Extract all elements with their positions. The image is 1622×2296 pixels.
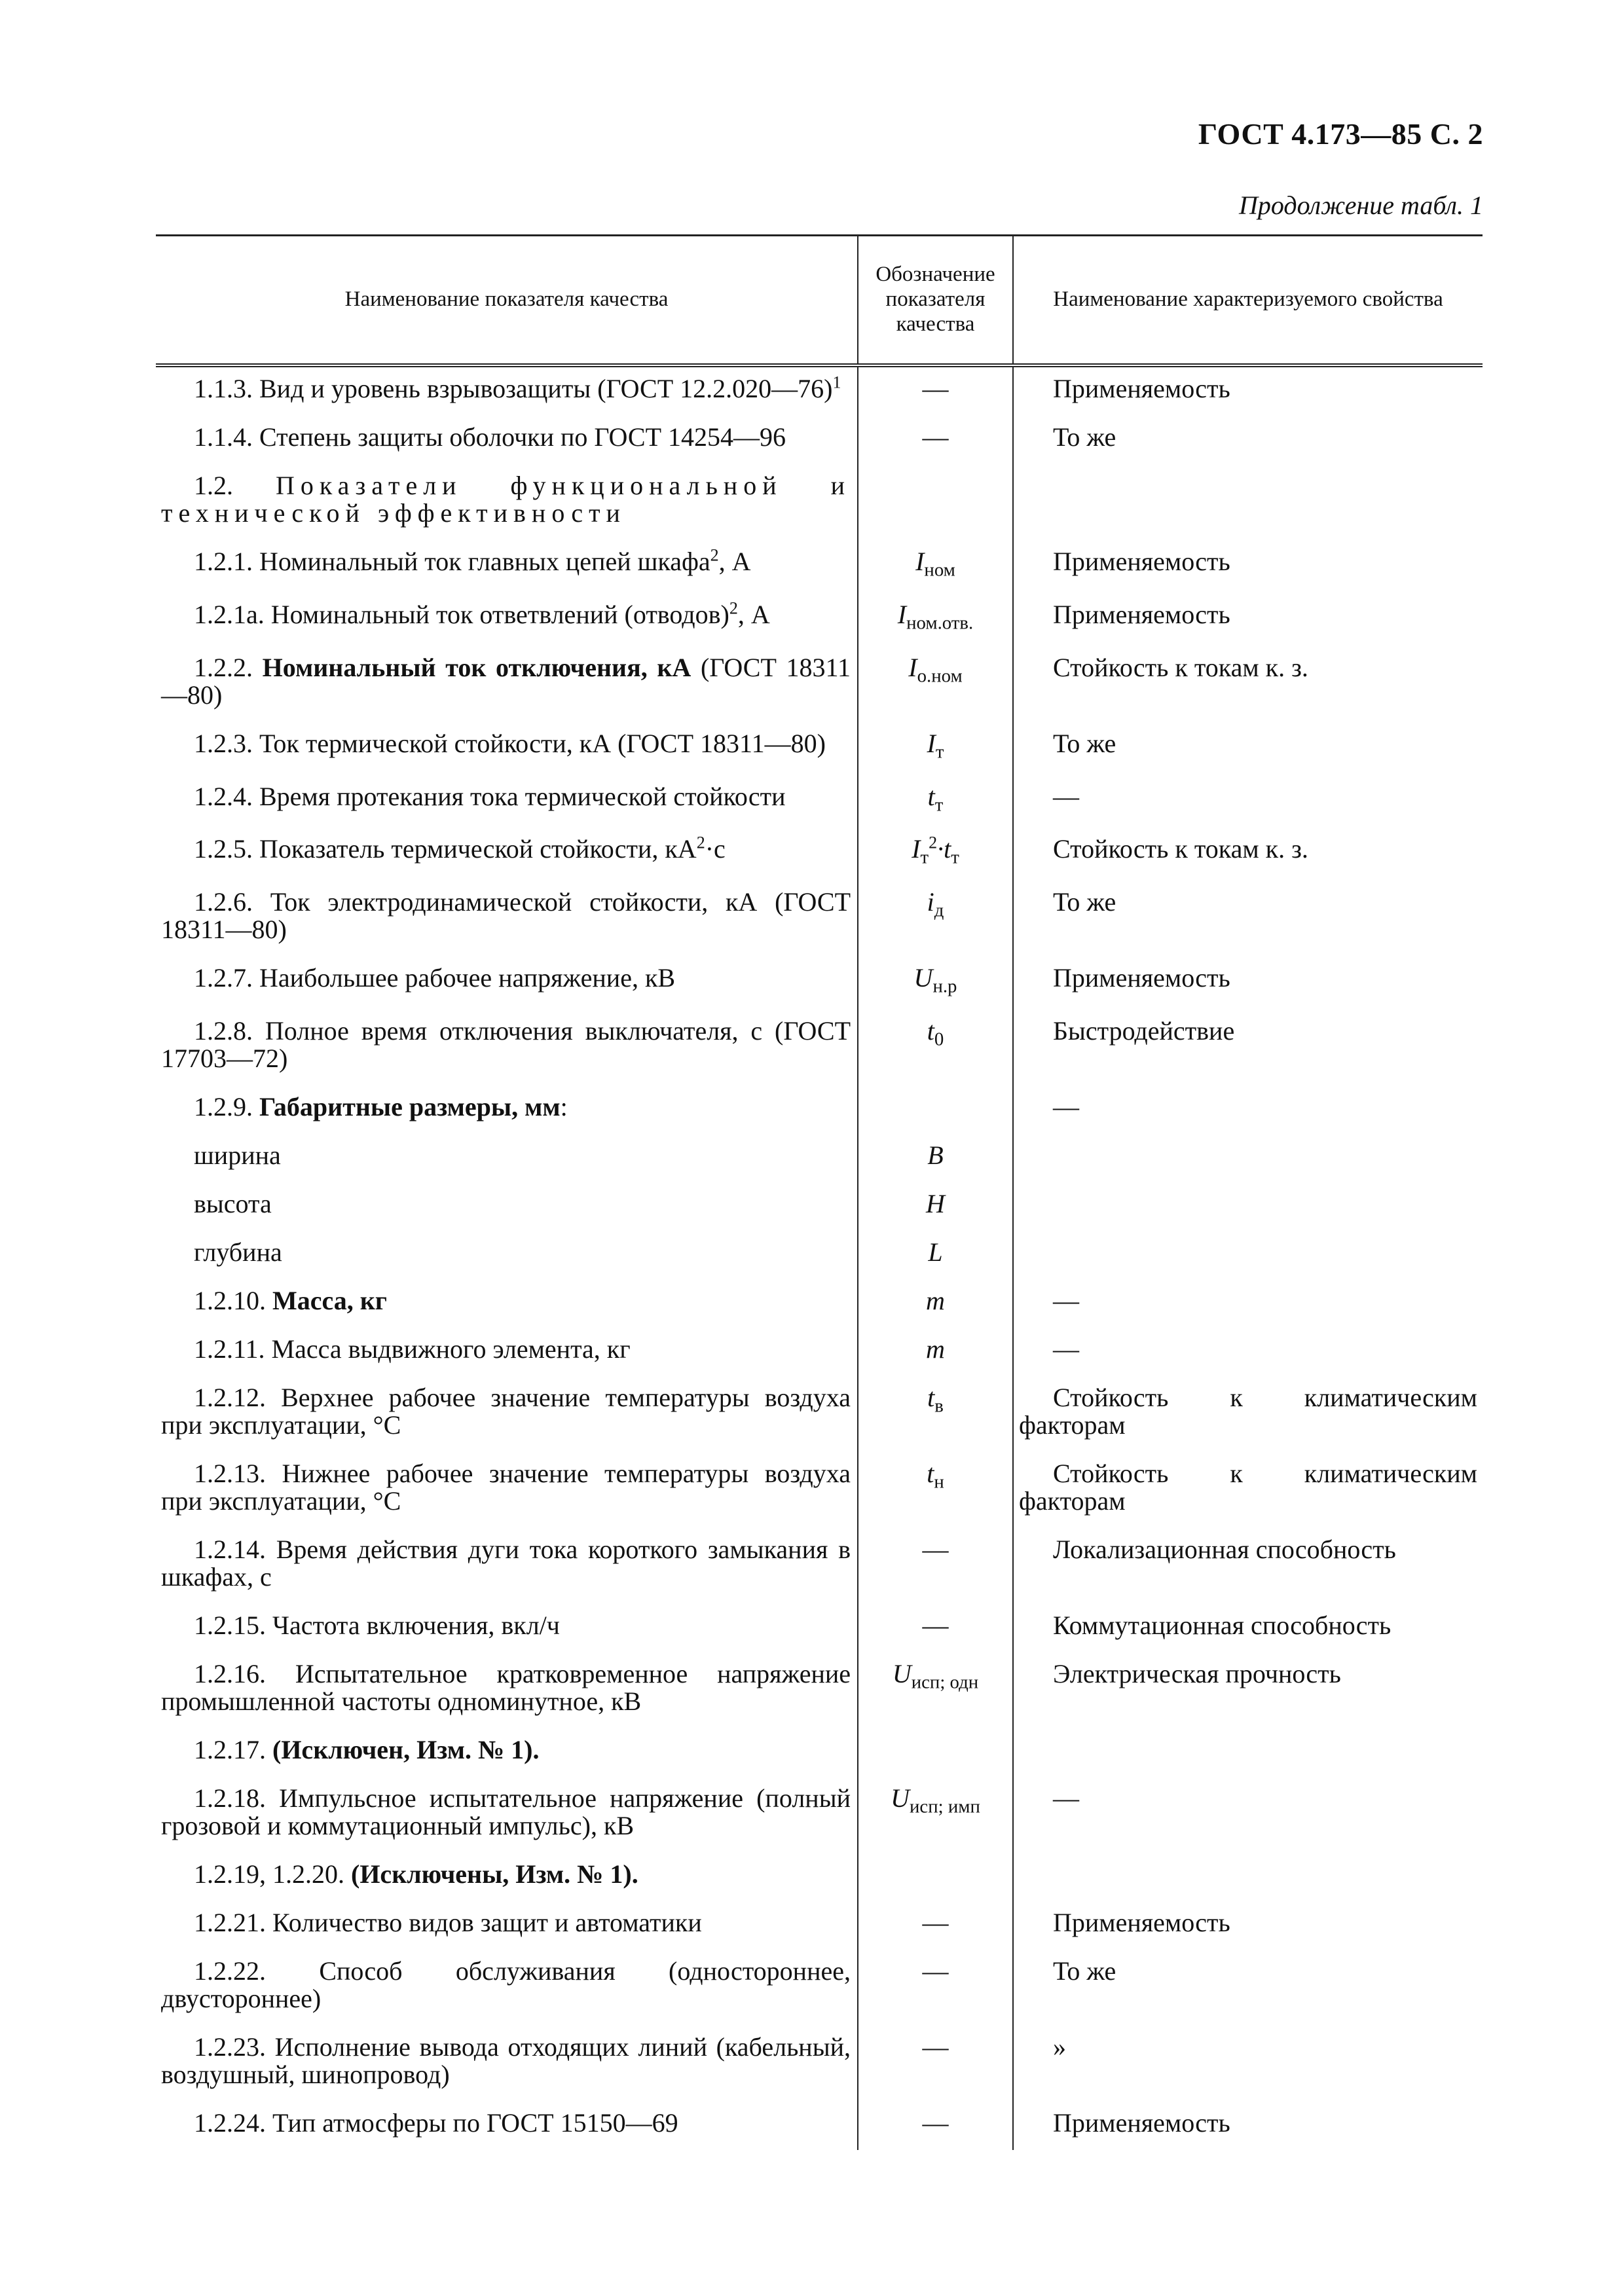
row-number: 1.2.13. — [194, 1459, 266, 1489]
symbol-main: L — [928, 1237, 943, 1267]
symbol-subscript: т — [935, 741, 944, 763]
section-title: Показатели функциональной и технической эффективности — [161, 471, 851, 528]
property-text: Стойкость к токам к. з. — [1053, 834, 1308, 864]
indicator-name: Верхнее рабочее значение температуры воздуха при эксплуатации, °С — [161, 1383, 851, 1440]
row-number: 1.2.24. — [194, 2108, 266, 2138]
row-number: 1.2.5. — [194, 834, 253, 864]
table-row — [156, 1728, 1483, 1777]
symbol-main: U — [892, 1659, 912, 1689]
property-cell — [1013, 1328, 1483, 1376]
table-row — [156, 593, 1483, 646]
symbol-cell — [858, 881, 1013, 957]
indicator-name: Ток термической стойкости, кА (ГОСТ 18311—80) — [259, 728, 826, 758]
property-text: Применяемость — [1053, 1908, 1230, 1938]
symbol-cell — [858, 1853, 1013, 1901]
indicator-name-cell — [156, 1134, 858, 1182]
table-row — [156, 2026, 1483, 2102]
symbol-cell — [858, 1901, 1013, 1950]
table-row — [156, 1528, 1483, 1604]
indicator-name: Исполнение вывода отходящих линий (кабельный, воздушный, шинопровод) — [161, 2032, 851, 2090]
indicator-name-cell — [156, 1950, 858, 2026]
symbol-cell — [858, 775, 1013, 828]
property-cell — [1013, 416, 1483, 464]
symbol-main: m — [926, 1334, 945, 1364]
footnote-mark: 2 — [729, 598, 738, 618]
table-row — [156, 722, 1483, 775]
indicator-name: Масса, кг — [272, 1286, 387, 1316]
property-text: Применяемость — [1053, 599, 1230, 629]
symbol-main: U — [891, 1783, 910, 1813]
symbol-text: — — [922, 422, 949, 452]
table-row — [156, 775, 1483, 828]
symbol-cell — [858, 1182, 1013, 1231]
symbol-subscript: ном.отв. — [906, 612, 974, 634]
symbol-main: H — [926, 1189, 945, 1219]
indicator-name: Номинальный ток главных цепей шкафа — [259, 547, 710, 576]
symbol-cell — [858, 2026, 1013, 2102]
symbol-cell — [858, 1950, 1013, 2026]
property-text: То же — [1053, 887, 1116, 917]
property-cell — [1013, 2026, 1483, 2102]
row-number: 1.2.1. — [194, 547, 253, 576]
table-row — [156, 1279, 1483, 1328]
page-header: ГОСТ 4.173—85 С. 2 — [1198, 117, 1483, 151]
table-row — [156, 828, 1483, 881]
row-number: 1.2.12. — [194, 1383, 266, 1413]
row-number: 1.2.7. — [194, 963, 253, 993]
property-cell — [1013, 1452, 1483, 1528]
symbol-main: t — [927, 781, 935, 811]
property-cell — [1013, 365, 1483, 416]
property-cell — [1013, 646, 1483, 722]
property-cell — [1013, 1376, 1483, 1452]
table-row — [156, 1950, 1483, 2026]
table-row — [156, 1085, 1483, 1134]
indicator-name-cell — [156, 1085, 858, 1134]
property-cell — [1013, 1134, 1483, 1182]
property-text: Применяемость — [1053, 2108, 1230, 2138]
symbol-cell — [858, 1528, 1013, 1604]
table-row — [156, 1182, 1483, 1231]
symbol-text: — — [922, 1535, 949, 1565]
symbol-main: U — [913, 963, 933, 993]
property-cell — [1013, 1777, 1483, 1853]
row-number: 1.2.3. — [194, 728, 253, 758]
symbol-subscript: д — [934, 900, 944, 921]
indicator-reference: (ГОСТ 18311—80) — [161, 652, 851, 710]
indicator-name: Вид и уровень взрывозащиты (ГОСТ 12.2.020—76) — [259, 374, 833, 403]
symbol-subscript: н.р — [932, 975, 957, 997]
table-row — [156, 957, 1483, 1010]
indicator-name-cell — [156, 1376, 858, 1452]
property-text: Коммутационная способность — [1053, 1611, 1392, 1641]
symbol-main-2: ·t — [937, 834, 951, 864]
excluded-note: (Исключены, Изм. № 1). — [351, 1859, 638, 1889]
table-row — [156, 1376, 1483, 1452]
property-cell — [1013, 1279, 1483, 1328]
footnote-mark: 1 — [832, 373, 841, 392]
table-row — [156, 2102, 1483, 2150]
table-row — [156, 646, 1483, 722]
row-number: 1.1.4. — [194, 422, 253, 452]
symbol-subscript-2: т — [951, 847, 959, 869]
table-row — [156, 881, 1483, 957]
property-cell — [1013, 1528, 1483, 1604]
indicator-name: Полное время отключения выключателя, с (ГОСТ 17703—72) — [161, 1016, 851, 1074]
symbol-cell — [858, 957, 1013, 1010]
symbol-cell — [858, 365, 1013, 416]
symbol-text: — — [922, 374, 949, 403]
indicator-name: Испытательное кратковременное напряжение промышленной частоты одноминутное, кВ — [161, 1659, 851, 1717]
indicator-name: Показатель термической стойкости, кА — [259, 834, 697, 864]
property-text: Применяемость — [1053, 963, 1230, 993]
symbol-main: t — [927, 1383, 935, 1413]
property-cell — [1013, 2102, 1483, 2150]
indicator-name-cell — [156, 1010, 858, 1085]
table-row — [156, 365, 1483, 416]
symbol-cell — [858, 1728, 1013, 1777]
table-row — [156, 1604, 1483, 1652]
row-number: 1.2.16. — [194, 1659, 266, 1689]
property-text: Локализационная способность — [1053, 1535, 1396, 1565]
row-number: 1.2.8. — [194, 1016, 253, 1046]
symbol-subscript: исп; имп — [910, 1796, 980, 1817]
row-number: 1.2.6. — [194, 887, 253, 917]
row-number: 1.2.9. — [194, 1092, 253, 1122]
row-number: 1.2.15. — [194, 1611, 266, 1641]
property-cell — [1013, 1728, 1483, 1777]
property-text: — — [1053, 781, 1079, 811]
symbol-subscript: ном — [924, 559, 955, 581]
symbol-main: I — [908, 652, 917, 682]
symbol-subscript: в — [934, 1395, 944, 1417]
indicator-name-cell — [156, 1853, 858, 1901]
property-cell — [1013, 722, 1483, 775]
symbol-main: t — [927, 1459, 934, 1489]
indicator-name-cell — [156, 2026, 858, 2102]
symbol-cell — [858, 464, 1013, 540]
property-cell — [1013, 464, 1483, 540]
header-indicator-symbol: Обозначение показателя качества — [858, 236, 1013, 366]
indicator-name-cell — [156, 464, 858, 540]
indicator-name: Номинальный ток отключения, кА — [262, 652, 691, 682]
unit-exponent: 2 — [696, 833, 705, 853]
symbol-cell — [858, 2102, 1013, 2150]
property-text: » — [1053, 2032, 1066, 2062]
header-property-name: Наименование характеризуемого свойства — [1013, 236, 1483, 366]
property-text: — — [1053, 1334, 1079, 1364]
symbol-cell — [858, 1777, 1013, 1853]
row-number: 1.2.23. — [194, 2032, 266, 2062]
row-number: 1.2.4. — [194, 781, 253, 811]
property-cell — [1013, 1604, 1483, 1652]
property-cell — [1013, 1652, 1483, 1728]
indicator-name-cell — [156, 1328, 858, 1376]
symbol-cell — [858, 1452, 1013, 1528]
symbol-cell — [858, 1010, 1013, 1085]
indicator-unit: ·с — [705, 834, 726, 864]
symbol-subscript: 0 — [934, 1029, 944, 1050]
symbol-cell — [858, 828, 1013, 881]
indicator-colon: : — [560, 1092, 568, 1122]
symbol-main: B — [927, 1140, 944, 1171]
property-cell — [1013, 1853, 1483, 1901]
symbol-cell — [858, 540, 1013, 593]
row-number: 1.2. — [194, 471, 233, 500]
indicator-name-cell — [156, 1777, 858, 1853]
property-cell — [1013, 1085, 1483, 1134]
indicator-name-cell — [156, 1528, 858, 1604]
property-text: Стойкость к токам к. з. — [1053, 652, 1308, 682]
symbol-main: I — [912, 834, 921, 864]
property-cell — [1013, 775, 1483, 828]
indicator-name: Степень защиты оболочки по ГОСТ 14254—96 — [259, 422, 786, 452]
row-number: 1.2.17. — [194, 1735, 266, 1765]
indicator-name-cell — [156, 1901, 858, 1950]
row-number: 1.2.10. — [194, 1286, 266, 1316]
indicator-name-cell — [156, 540, 858, 593]
symbol-cell — [858, 416, 1013, 464]
property-cell — [1013, 828, 1483, 881]
indicator-name-cell — [156, 881, 858, 957]
symbol-cell — [858, 722, 1013, 775]
indicator-name-cell — [156, 2102, 858, 2150]
property-cell — [1013, 1950, 1483, 2026]
property-cell — [1013, 1182, 1483, 1231]
indicator-name-cell — [156, 646, 858, 722]
property-text: — — [1053, 1092, 1079, 1122]
symbol-cell — [858, 1376, 1013, 1452]
indicator-name-cell — [156, 416, 858, 464]
table-row — [156, 1452, 1483, 1528]
table-row — [156, 1853, 1483, 1901]
row-number: 1.2.1а. — [194, 599, 265, 629]
indicator-name-cell — [156, 1652, 858, 1728]
indicator-name-cell — [156, 828, 858, 881]
property-cell — [1013, 540, 1483, 593]
property-text: То же — [1053, 728, 1116, 758]
indicator-unit: , А — [737, 599, 770, 629]
symbol-cell — [858, 1328, 1013, 1376]
symbol-cell — [858, 1231, 1013, 1279]
symbol-subscript: исп; одн — [911, 1671, 979, 1693]
dimension-name: глубина — [194, 1237, 282, 1267]
table-row — [156, 1777, 1483, 1853]
table-row — [156, 416, 1483, 464]
property-text: Стойкость к климатическим факторам — [1019, 1383, 1477, 1440]
property-text: Электрическая прочность — [1053, 1659, 1341, 1689]
footnote-mark: 2 — [710, 545, 719, 565]
indicator-name: Тип атмосферы по ГОСТ 15150—69 — [272, 2108, 678, 2138]
table-row — [156, 540, 1483, 593]
property-text: — — [1053, 1783, 1079, 1813]
property-text: — — [1053, 1286, 1079, 1316]
row-number: 1.2.11. — [194, 1334, 265, 1364]
table-header — [156, 236, 1483, 366]
dimension-name: высота — [194, 1189, 272, 1219]
indicator-name: Нижнее рабочее значение температуры воздуха при эксплуатации, °С — [161, 1459, 851, 1516]
symbol-text: — — [922, 1956, 949, 1986]
excluded-note: (Исключен, Изм. № 1). — [272, 1735, 540, 1765]
property-cell — [1013, 593, 1483, 646]
symbol-text: — — [922, 2108, 949, 2138]
header-indicator-name: Наименование показателя качества — [156, 236, 858, 366]
symbol-cell — [858, 1652, 1013, 1728]
table-continuation-label: Продолжение табл. 1 — [1238, 191, 1483, 220]
indicator-name: Импульсное испытательное напряжение (полный грозовой и коммутационный импульс), кВ — [161, 1783, 851, 1841]
symbol-text: — — [922, 1908, 949, 1938]
row-number: 1.2.19, 1.2.20. — [194, 1859, 344, 1889]
indicator-name: Ток электродинамической стойкости, кА (ГОСТ 18311—80) — [161, 887, 851, 945]
indicator-name: Время действия дуги тока короткого замыкания в шкафах, с — [161, 1535, 851, 1592]
property-cell — [1013, 957, 1483, 1010]
indicator-name-cell — [156, 1452, 858, 1528]
dimension-name: ширина — [194, 1140, 281, 1171]
property-cell — [1013, 1231, 1483, 1279]
row-number: 1.2.14. — [194, 1535, 266, 1565]
symbol-main: I — [915, 547, 925, 576]
symbol-exponent: 2 — [929, 833, 938, 853]
property-text: То же — [1053, 422, 1116, 452]
indicator-name-cell — [156, 1182, 858, 1231]
indicator-name: Время протекания тока термической стойкости — [259, 781, 786, 811]
quality-indicators-table — [156, 234, 1483, 2150]
row-number: 1.2.21. — [194, 1908, 266, 1938]
indicator-name-cell — [156, 775, 858, 828]
symbol-subscript: т — [934, 794, 944, 816]
indicator-name: Номинальный ток ответвлений (отводов) — [270, 599, 729, 629]
symbol-cell — [858, 1085, 1013, 1134]
symbol-subscript: н — [934, 1471, 944, 1493]
indicator-name-cell — [156, 957, 858, 1010]
property-cell — [1013, 1901, 1483, 1950]
property-text: Применяемость — [1053, 547, 1230, 576]
table-row — [156, 1134, 1483, 1182]
symbol-main: m — [926, 1286, 945, 1316]
symbol-cell — [858, 1279, 1013, 1328]
symbol-main: t — [927, 1016, 934, 1046]
property-cell — [1013, 1010, 1483, 1085]
property-cell — [1013, 881, 1483, 957]
indicator-name-cell — [156, 1604, 858, 1652]
symbol-main: I — [897, 599, 907, 629]
indicator-name: Частота включения, вкл/ч — [272, 1611, 560, 1641]
symbol-main: I — [927, 728, 936, 758]
indicator-name: Способ обслуживания (одностороннее, двустороннее) — [161, 1956, 851, 2014]
indicator-name-cell — [156, 1231, 858, 1279]
indicator-name-cell — [156, 593, 858, 646]
indicator-name-cell — [156, 1728, 858, 1777]
row-number: 1.2.18. — [194, 1783, 266, 1813]
indicator-name: Наибольшее рабочее напряжение, кВ — [259, 963, 676, 993]
symbol-text: — — [922, 1611, 949, 1641]
row-number: 1.2.22. — [194, 1956, 266, 1986]
symbol-cell — [858, 1134, 1013, 1182]
property-text: Стойкость к климатическим факторам — [1019, 1459, 1477, 1516]
table-row — [156, 1231, 1483, 1279]
symbol-subscript: т — [920, 847, 929, 869]
indicator-name: Масса выдвижного элемента, кг — [271, 1334, 631, 1364]
indicator-name: Количество видов защит и автоматики — [272, 1908, 702, 1938]
property-text: Быстродействие — [1053, 1016, 1235, 1046]
table-row — [156, 464, 1483, 540]
symbol-main: i — [927, 887, 934, 917]
property-text: Применяемость — [1053, 374, 1230, 403]
indicator-unit: , А — [718, 547, 751, 576]
symbol-text: — — [922, 2032, 949, 2062]
indicator-name-cell — [156, 365, 858, 416]
symbol-cell — [858, 593, 1013, 646]
table-row — [156, 1901, 1483, 1950]
symbol-cell — [858, 1604, 1013, 1652]
indicator-name-cell — [156, 1279, 858, 1328]
table-row — [156, 1652, 1483, 1728]
table-row — [156, 1328, 1483, 1376]
table-row — [156, 1010, 1483, 1085]
property-text: То же — [1053, 1956, 1116, 1986]
symbol-subscript: о.ном — [917, 665, 963, 687]
indicator-name: Габаритные размеры, мм — [259, 1092, 561, 1122]
row-number: 1.1.3. — [194, 374, 253, 403]
symbol-cell — [858, 646, 1013, 722]
row-number: 1.2.2. — [194, 652, 253, 682]
indicator-name-cell — [156, 722, 858, 775]
